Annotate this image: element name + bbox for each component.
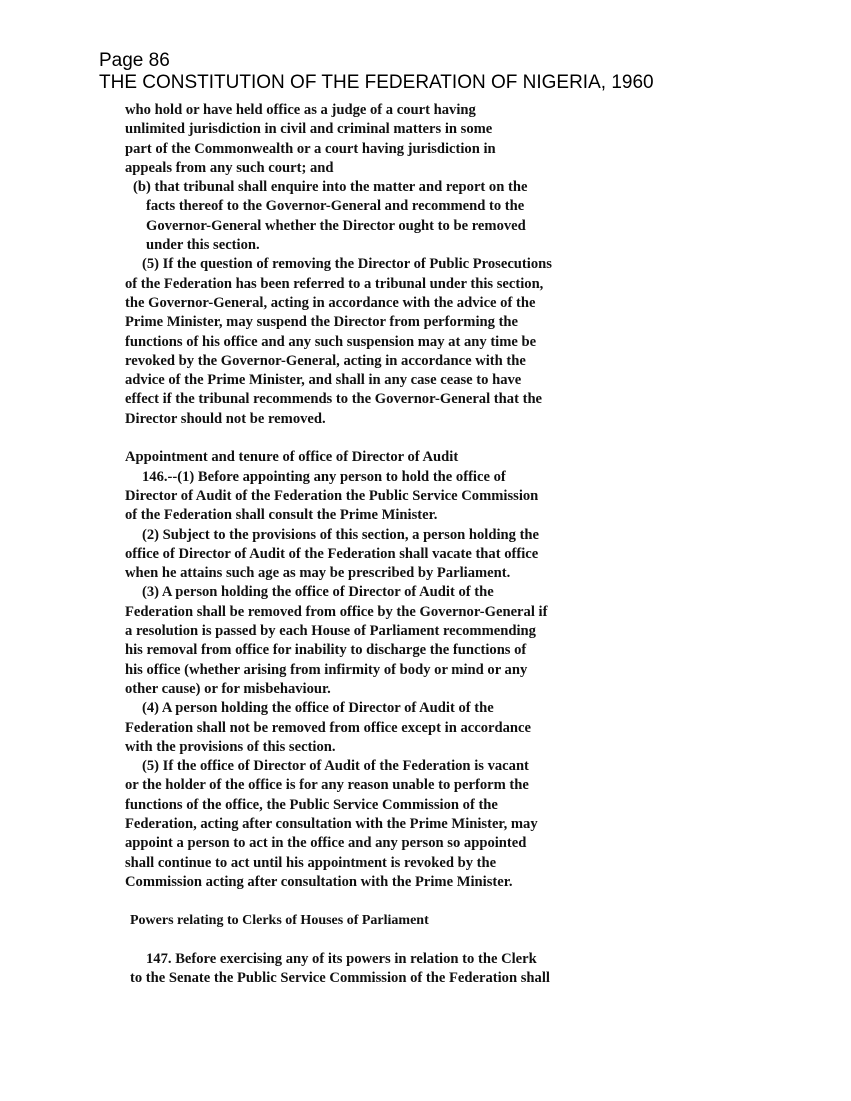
text-line: (4) A person holding the office of Director of Audit of the: [142, 700, 494, 717]
text-line: Commission acting after consultation with the Prime Minister.: [125, 873, 513, 890]
text-line: revoked by the Governor-General, acting in accordance with the: [125, 352, 526, 369]
text-line: 146.--(1) Before appointing any person to hold the office of: [142, 468, 506, 485]
text-line: functions of his office and any such suspension may at any time be: [125, 333, 537, 350]
text-line: Governor-General whether the Director ought to be removed: [146, 217, 526, 234]
text-line: to the Senate the Public Service Commission of the Federation shall: [130, 970, 550, 987]
text-line: shall continue to act until his appointment is revoked by the: [125, 854, 497, 871]
text-line: (3) A person holding the office of Director of Audit of the: [142, 584, 494, 601]
text-line: when he attains such age as may be prescribed by Parliament.: [125, 565, 511, 582]
text-line: Federation shall be removed from office by the Governor-General if: [125, 603, 548, 620]
text-line: of the Federation has been referred to a tribunal under this section,: [125, 275, 544, 292]
text-line: facts thereof to the Governor-General and recommend to the: [146, 198, 525, 215]
text-line: under this section.: [146, 237, 260, 254]
text-line: other cause) or for misbehaviour.: [125, 680, 331, 697]
text-line: of the Federation shall consult the Prime Minister.: [125, 507, 438, 524]
text-line: Director of Audit of the Federation the Public Service Commission: [125, 487, 539, 504]
page-number: Page 86: [99, 50, 170, 71]
text-line: (5) If the office of Director of Audit of the Federation is vacant: [142, 758, 529, 775]
section-heading: Powers relating to Clerks of Houses of Parliament: [130, 913, 429, 929]
text-line: effect if the tribunal recommends to the Governor-General that the: [125, 391, 543, 408]
text-line: office of Director of Audit of the Federation shall vacate that office: [125, 545, 539, 562]
text-line: a resolution is passed by each House of Parliament recommending: [125, 623, 536, 640]
document-title: THE CONSTITUTION OF THE FEDERATION OF NIGERIA, 1960: [99, 72, 654, 93]
paragraph-spacer: [125, 892, 552, 911]
text-line: with the provisions of this section.: [125, 738, 336, 755]
text-line: Federation, acting after consultation with the Prime Minister, may: [125, 815, 538, 832]
text-line: functions of the office, the Public Service Commission of the: [125, 796, 498, 813]
paragraph-spacer: [125, 429, 552, 448]
text-line: (b) that tribunal shall enquire into the matter and report on the: [133, 179, 528, 196]
text-line: (5) If the question of removing the Director of Public Prosecutions: [142, 256, 552, 273]
text-line: 147. Before exercising any of its powers in relation to the Clerk: [146, 951, 537, 968]
text-line: who hold or have held office as a judge of a court having: [125, 102, 476, 118]
text-line: unlimited jurisdiction in civil and criminal matters in some: [125, 121, 493, 138]
text-line: Prime Minister, may suspend the Director from performing the: [125, 314, 519, 331]
text-line: Director should not be removed.: [125, 410, 326, 427]
text-line: appoint a person to act in the office and any person so appointed: [125, 835, 527, 852]
document-body: [125, 101, 552, 989]
text-line: part of the Commonwealth or a court having jurisdiction in: [125, 140, 496, 157]
text-line: or the holder of the office is for any reason unable to perform the: [125, 777, 529, 794]
text-line: Federation shall not be removed from office except in accordance: [125, 719, 531, 736]
text-line: appeals from any such court; and: [125, 159, 334, 176]
text-line: (2) Subject to the provisions of this section, a person holding the: [142, 526, 540, 543]
text-line: the Governor-General, acting in accordance with the advice of the: [125, 294, 536, 311]
section-heading: Appointment and tenure of office of Director of Audit: [125, 449, 459, 466]
paragraph-spacer: [125, 931, 552, 950]
text-line: advice of the Prime Minister, and shall in any case cease to have: [125, 372, 522, 389]
text-line: his removal from office for inability to discharge the functions of: [125, 642, 527, 659]
text-line: his office (whether arising from infirmity of body or mind or any: [125, 661, 528, 678]
